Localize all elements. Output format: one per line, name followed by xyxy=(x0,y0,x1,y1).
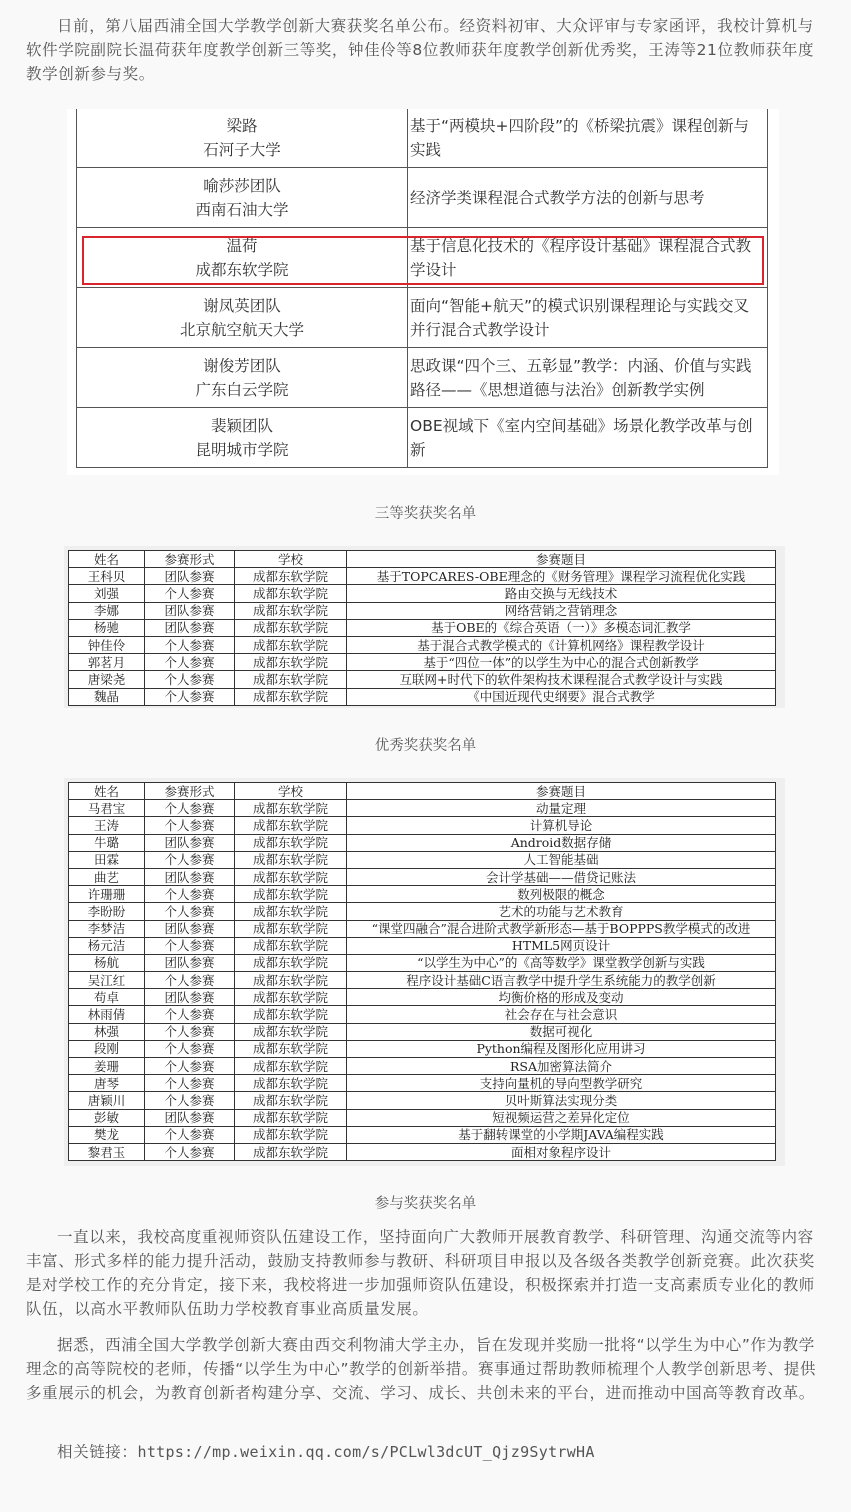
name-cell: 吴江红 xyxy=(69,972,145,989)
table-row xyxy=(69,903,776,920)
name-cell: 林雨倩 xyxy=(69,1006,145,1023)
screenshot-table-row xyxy=(77,288,768,348)
topic-cell: 基于翻转课堂的小学期JAVA编程实践 xyxy=(347,1126,776,1143)
format-cell: 个人参赛 xyxy=(145,800,235,817)
table-row xyxy=(69,1109,776,1126)
entrant-name: 裴颖团队 xyxy=(210,416,273,435)
name-cell: 樊龙 xyxy=(69,1126,145,1143)
table-row xyxy=(69,834,776,851)
format-cell: 个人参赛 xyxy=(145,688,235,705)
format-cell: 个人参赛 xyxy=(145,851,235,868)
topic-cell: 贝叶斯算法实现分类 xyxy=(347,1092,776,1109)
name-cell: 李盼盼 xyxy=(69,903,145,920)
school-cell: 成都东软学院 xyxy=(235,851,347,868)
topic-cell: 路由交换与无线技术 xyxy=(347,585,776,602)
topic-cell: 计算机导论 xyxy=(347,817,776,834)
format-cell: 个人参赛 xyxy=(145,1040,235,1057)
school-cell: 成都东软学院 xyxy=(235,1075,347,1092)
school-cell: 成都东软学院 xyxy=(235,817,347,834)
school-cell: 成都东软学院 xyxy=(235,619,347,636)
topic-cell: 互联网+时代下的软件架构技术课程混合式教学设计与实践 xyxy=(347,671,776,688)
table-row xyxy=(69,688,776,705)
related-link-url[interactable]: https://mp.weixin.qq.com/s/PCLwl3dcUT_Qjz9SytrwHA xyxy=(137,1443,595,1461)
format-cell: 团队参赛 xyxy=(145,920,235,937)
name-cell: 李梦洁 xyxy=(69,920,145,937)
table-row xyxy=(69,920,776,937)
school-cell: 成都东软学院 xyxy=(235,654,347,671)
school-cell: 成都东软学院 xyxy=(235,688,347,705)
topic-cell: 短视频运营之差异化定位 xyxy=(347,1109,776,1126)
topic-cell: 数列极限的概念 xyxy=(347,886,776,903)
table-row xyxy=(69,585,776,602)
screenshot-table-row xyxy=(77,168,768,228)
school-cell: 成都东软学院 xyxy=(235,602,347,619)
table-row xyxy=(69,1006,776,1023)
table-row xyxy=(69,817,776,834)
format-cell: 个人参赛 xyxy=(145,636,235,653)
topic-cell: 基于“四位一体”的以学生为中心的混合式创新教学 xyxy=(347,654,776,671)
name-cell: 曲艺 xyxy=(69,868,145,885)
name-cell: 田霖 xyxy=(69,851,145,868)
name-cell: 郭茗月 xyxy=(69,654,145,671)
school-cell: 成都东软学院 xyxy=(235,1126,347,1143)
excellent-award-table xyxy=(68,550,776,706)
topic-cell: HTML5网页设计 xyxy=(347,937,776,954)
participation-award-table xyxy=(68,782,776,1161)
column-header: 姓名 xyxy=(69,551,145,568)
name-cell: 杨驰 xyxy=(69,619,145,636)
format-cell: 个人参赛 xyxy=(145,937,235,954)
caption-third-prize: 三等奖获奖名单 xyxy=(374,506,477,522)
school-cell: 成都东软学院 xyxy=(235,1143,347,1160)
third-prize-table xyxy=(76,109,768,468)
school-cell: 成都东软学院 xyxy=(235,1109,347,1126)
school-cell: 成都东软学院 xyxy=(235,834,347,851)
format-cell: 个人参赛 xyxy=(145,1058,235,1075)
entrant-name: 谢凤英团队 xyxy=(203,296,281,315)
format-cell: 团队参赛 xyxy=(145,989,235,1006)
topic-cell: 基于混合式教学模式的《计算机网络》课程教学设计 xyxy=(347,636,776,653)
entrant-name: 谢俊芳团队 xyxy=(203,356,281,375)
table-row xyxy=(69,568,776,585)
entrant-school: 昆明城市学院 xyxy=(195,440,289,459)
school-cell: 成都东软学院 xyxy=(235,1006,347,1023)
format-cell: 个人参赛 xyxy=(145,1023,235,1040)
name-cell: 李娜 xyxy=(69,602,145,619)
school-cell: 成都东软学院 xyxy=(235,1058,347,1075)
screenshot-table-row xyxy=(77,348,768,408)
table-row xyxy=(69,1092,776,1109)
table-row xyxy=(69,851,776,868)
topic-cell: 程序设计基础C语言教学中提升学生系统能力的教学创新 xyxy=(347,972,776,989)
school-cell: 成都东软学院 xyxy=(235,920,347,937)
school-cell: 成都东软学院 xyxy=(235,886,347,903)
table-row xyxy=(69,1126,776,1143)
name-cell: 杨航 xyxy=(69,954,145,971)
topic-cell: 数据可视化 xyxy=(347,1023,776,1040)
screenshot-table-row xyxy=(77,109,768,168)
topic-cell: Android数据存储 xyxy=(347,834,776,851)
entry-topic: 面向“智能+航天”的模式识别课程理论与实践交叉并行混合式教学设计 xyxy=(408,288,768,348)
format-cell: 个人参赛 xyxy=(145,671,235,688)
table-row xyxy=(69,800,776,817)
table-row xyxy=(69,619,776,636)
third-prize-screenshot xyxy=(67,109,779,475)
paragraph-competition-info: 据悉，西浦全国大学教学创新大赛由西交利物浦大学主办，旨在发现并奖励一批将“以学生为中心”作为教学理念的高等院校的老师，传播“以学生为中心”教学的创新举措。赛事通过帮助教师梳理个人教学创新思考、提供多重展示的机会，为教育创新者构建分享、交流、学习、成长、共创未来的平台，进而推动中国高等教育改革。 xyxy=(26,1336,817,1402)
name-cell: 刘强 xyxy=(69,585,145,602)
table-row xyxy=(69,1058,776,1075)
topic-cell: 《中国近现代史纲要》混合式教学 xyxy=(347,688,776,705)
entrant-name: 喻莎莎团队 xyxy=(203,176,281,195)
topic-cell: “课堂四融合”混合进阶式教学新形态—基于BOPPPS教学模式的改进 xyxy=(347,920,776,937)
name-cell: 苟卓 xyxy=(69,989,145,1006)
table-row xyxy=(69,868,776,885)
topic-cell: 均衡价格的形成及变动 xyxy=(347,989,776,1006)
topic-cell: 基于OBE的《综合英语（一）》多模态词汇教学 xyxy=(347,619,776,636)
table-row xyxy=(69,989,776,1006)
column-header: 学校 xyxy=(235,783,347,800)
name-cell: 魏晶 xyxy=(69,688,145,705)
highlight-box xyxy=(82,236,764,285)
school-cell: 成都东软学院 xyxy=(235,671,347,688)
table-row xyxy=(69,972,776,989)
table-row xyxy=(69,602,776,619)
format-cell: 个人参赛 xyxy=(145,972,235,989)
topic-cell: 网络营销之营销理念 xyxy=(347,602,776,619)
entry-topic: 基于信息化技术的《程序设计基础》课程混合式教学设计 xyxy=(408,228,768,288)
caption-participation: 参与奖获奖名单 xyxy=(374,1196,477,1212)
entry-topic: 思政课“四个三、五彰显”教学：内涵、价值与实践路径——《思想道德与法治》创新教学实例 xyxy=(408,348,768,408)
entrant-school: 西南石油大学 xyxy=(195,200,289,219)
entrant-cell xyxy=(77,348,408,408)
table-row xyxy=(69,886,776,903)
entrant-school: 北京航空航天大学 xyxy=(179,320,304,339)
format-cell: 个人参赛 xyxy=(145,1092,235,1109)
name-cell: 彭敏 xyxy=(69,1109,145,1126)
table-row xyxy=(69,654,776,671)
school-cell: 成都东软学院 xyxy=(235,989,347,1006)
table-row xyxy=(69,671,776,688)
school-cell: 成都东软学院 xyxy=(235,585,347,602)
format-cell: 个人参赛 xyxy=(145,1006,235,1023)
school-cell: 成都东软学院 xyxy=(235,800,347,817)
entrant-cell xyxy=(77,109,408,168)
column-header: 参赛形式 xyxy=(145,551,235,568)
entrant-cell xyxy=(77,168,408,228)
entry-topic: 经济学类课程混合式教学方法的创新与思考 xyxy=(408,168,768,228)
name-cell: 林强 xyxy=(69,1023,145,1040)
column-header: 参赛题目 xyxy=(347,551,776,568)
school-cell: 成都东软学院 xyxy=(235,868,347,885)
format-cell: 团队参赛 xyxy=(145,834,235,851)
topic-cell: 会计学基础——借贷记账法 xyxy=(347,868,776,885)
school-cell: 成都东软学院 xyxy=(235,568,347,585)
topic-cell: 人工智能基础 xyxy=(347,851,776,868)
format-cell: 个人参赛 xyxy=(145,585,235,602)
intro-paragraph: 日前，第八届西浦全国大学教学创新大赛获奖名单公布。经资料初审、大众评审与专家函评，我校计算机与软件学院副院长温荷获年度教学创新三等奖，钟佳伶等8位教师获年度教学创新优秀奖，王涛等21位教师获年度教学创新参与奖。 xyxy=(26,17,815,83)
table-row xyxy=(69,954,776,971)
entry-topic: OBE视域下《室内空间基础》场景化教学改革与创新 xyxy=(408,408,768,468)
name-cell: 马君宝 xyxy=(69,800,145,817)
topic-cell: 社会存在与社会意识 xyxy=(347,1006,776,1023)
school-cell: 成都东软学院 xyxy=(235,1023,347,1040)
entrant-school: 广东白云学院 xyxy=(195,380,289,399)
entrant-name: 梁路 xyxy=(226,116,258,135)
name-cell: 段刚 xyxy=(69,1040,145,1057)
name-cell: 王涛 xyxy=(69,817,145,834)
format-cell: 个人参赛 xyxy=(145,817,235,834)
name-cell: 姜珊 xyxy=(69,1058,145,1075)
entrant-school: 石河子大学 xyxy=(203,140,281,159)
table-row xyxy=(69,1143,776,1160)
topic-cell: 支持向量机的导向型教学研究 xyxy=(347,1075,776,1092)
column-header: 参赛题目 xyxy=(347,783,776,800)
school-cell: 成都东软学院 xyxy=(235,937,347,954)
name-cell: 杨元洁 xyxy=(69,937,145,954)
column-header: 姓名 xyxy=(69,783,145,800)
name-cell: 唐琴 xyxy=(69,1075,145,1092)
name-cell: 牛璐 xyxy=(69,834,145,851)
school-cell: 成都东软学院 xyxy=(235,903,347,920)
format-cell: 个人参赛 xyxy=(145,903,235,920)
table-row xyxy=(69,1040,776,1057)
topic-cell: Python编程及图形化应用讲习 xyxy=(347,1040,776,1057)
table-row xyxy=(69,937,776,954)
related-link-line xyxy=(26,1440,824,1464)
format-cell: 团队参赛 xyxy=(145,619,235,636)
format-cell: 团队参赛 xyxy=(145,954,235,971)
school-cell: 成都东软学院 xyxy=(235,636,347,653)
format-cell: 团队参赛 xyxy=(145,1109,235,1126)
format-cell: 团队参赛 xyxy=(145,568,235,585)
topic-cell: 面相对象程序设计 xyxy=(347,1143,776,1160)
paragraph-team-building: 一直以来，我校高度重视师资队伍建设工作，坚持面向广大教师开展教育教学、科研管理、沟通交流等内容丰富、形式多样的能力提升活动，鼓励支持教师参与教研、科研项目申报以及各级各类教学创新竞赛。此次获奖是对学校工作的充分肯定，接下来，我校将进一步加强师资队伍建设，积极探索并打造一支高素质专业化的教师队伍，以高水平教师队伍助力学校教育事业高质量发展。 xyxy=(26,1228,815,1318)
column-header: 参赛形式 xyxy=(145,783,235,800)
table-row xyxy=(69,1023,776,1040)
format-cell: 个人参赛 xyxy=(145,1075,235,1092)
format-cell: 团队参赛 xyxy=(145,602,235,619)
name-cell: 王科贝 xyxy=(69,568,145,585)
entrant-school: 成都东软学院 xyxy=(195,260,289,279)
column-header: 学校 xyxy=(235,551,347,568)
format-cell: 个人参赛 xyxy=(145,1143,235,1160)
name-cell: 黎君玉 xyxy=(69,1143,145,1160)
topic-cell: 基于TOPCARES-OBE理念的《财务管理》课程学习流程优化实践 xyxy=(347,568,776,585)
topic-cell: 艺术的功能与艺术教育 xyxy=(347,903,776,920)
topic-cell: RSA加密算法简介 xyxy=(347,1058,776,1075)
entry-topic: 基于“两模块+四阶段”的《桥梁抗震》课程创新与实践 xyxy=(408,109,768,168)
school-cell: 成都东软学院 xyxy=(235,954,347,971)
topic-cell: “以学生为中心”的《高等数学》课堂教学创新与实践 xyxy=(347,954,776,971)
topic-cell: 动量定理 xyxy=(347,800,776,817)
caption-excellent: 优秀奖获奖名单 xyxy=(374,738,477,754)
school-cell: 成都东软学院 xyxy=(235,972,347,989)
format-cell: 个人参赛 xyxy=(145,654,235,671)
table-row xyxy=(69,636,776,653)
entrant-cell xyxy=(77,408,408,468)
name-cell: 钟佳伶 xyxy=(69,636,145,653)
format-cell: 个人参赛 xyxy=(145,886,235,903)
format-cell: 个人参赛 xyxy=(145,1126,235,1143)
entrant-cell xyxy=(77,288,408,348)
format-cell: 团队参赛 xyxy=(145,868,235,885)
name-cell: 唐颖川 xyxy=(69,1092,145,1109)
name-cell: 唐梁尧 xyxy=(69,671,145,688)
name-cell: 许珊珊 xyxy=(69,886,145,903)
table-row xyxy=(69,1075,776,1092)
related-link-label: 相关链接： xyxy=(57,1443,138,1461)
entrant-name: 温荷 xyxy=(226,236,258,255)
school-cell: 成都东软学院 xyxy=(235,1092,347,1109)
screenshot-table-row xyxy=(77,408,768,468)
school-cell: 成都东软学院 xyxy=(235,1040,347,1057)
